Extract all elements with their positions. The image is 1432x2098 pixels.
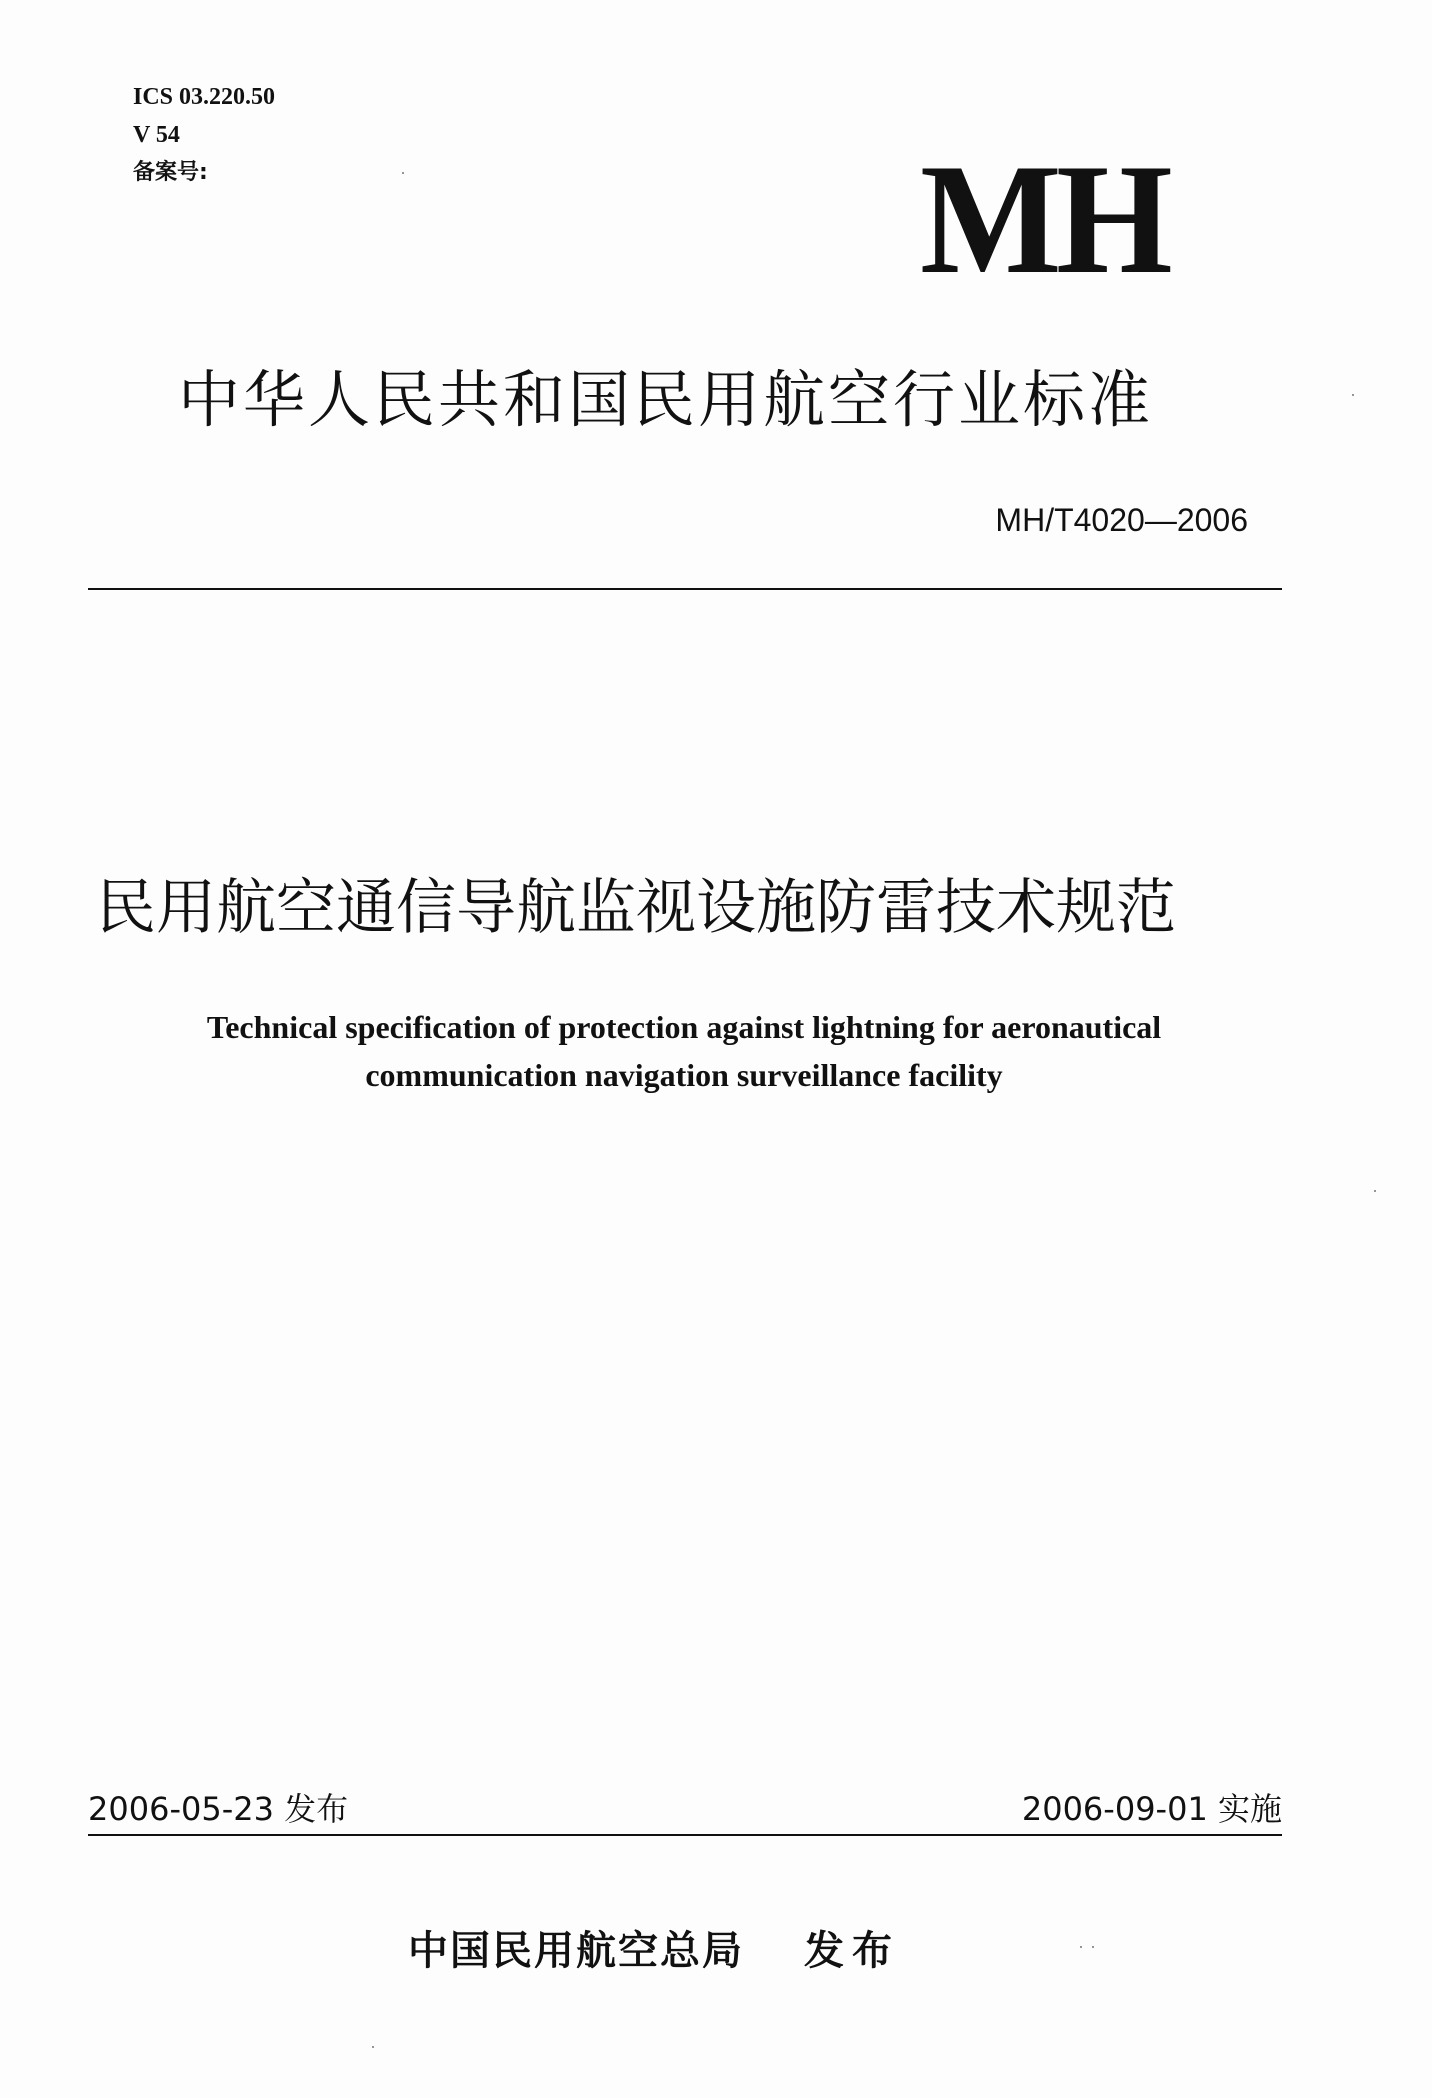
scan-speck	[1352, 394, 1354, 396]
english-title	[80, 1003, 1288, 1099]
scan-speck	[1092, 1946, 1094, 1948]
english-title-line-1: Technical specification of protection against lightning for aeronautical	[206, 1009, 1162, 1045]
implementation-date: 2006-09-01 实施	[1021, 1790, 1282, 1828]
class-code: V 54	[133, 122, 180, 148]
standard-code: MH/T4020—2006	[995, 502, 1248, 538]
footer-divider	[88, 1834, 1282, 1836]
scan-speck	[372, 2046, 374, 2048]
mh-logo: MH	[920, 132, 1168, 307]
scan-speck	[402, 172, 404, 174]
release-date: 2006-05-23 发布	[88, 1790, 349, 1828]
organization-title: 中华人民共和国民用航空行业标准	[178, 363, 1154, 436]
publisher-line	[408, 1924, 900, 1978]
ics-code: ICS 03.220.50	[133, 84, 276, 110]
header-divider	[88, 588, 1282, 590]
chinese-title: 民用航空通信导航监视设施防雷技术规范	[96, 873, 1176, 943]
english-title-line-2: communication navigation surveillance facility	[365, 1057, 1003, 1093]
publisher-action: 发布	[804, 1927, 900, 1974]
scan-speck	[1080, 1946, 1082, 1948]
scan-speck	[1374, 1190, 1376, 1192]
classification-block	[133, 78, 275, 192]
record-number-label: 备案号:	[133, 160, 208, 185]
publisher-name: 中国民用航空总局	[408, 1927, 744, 1974]
